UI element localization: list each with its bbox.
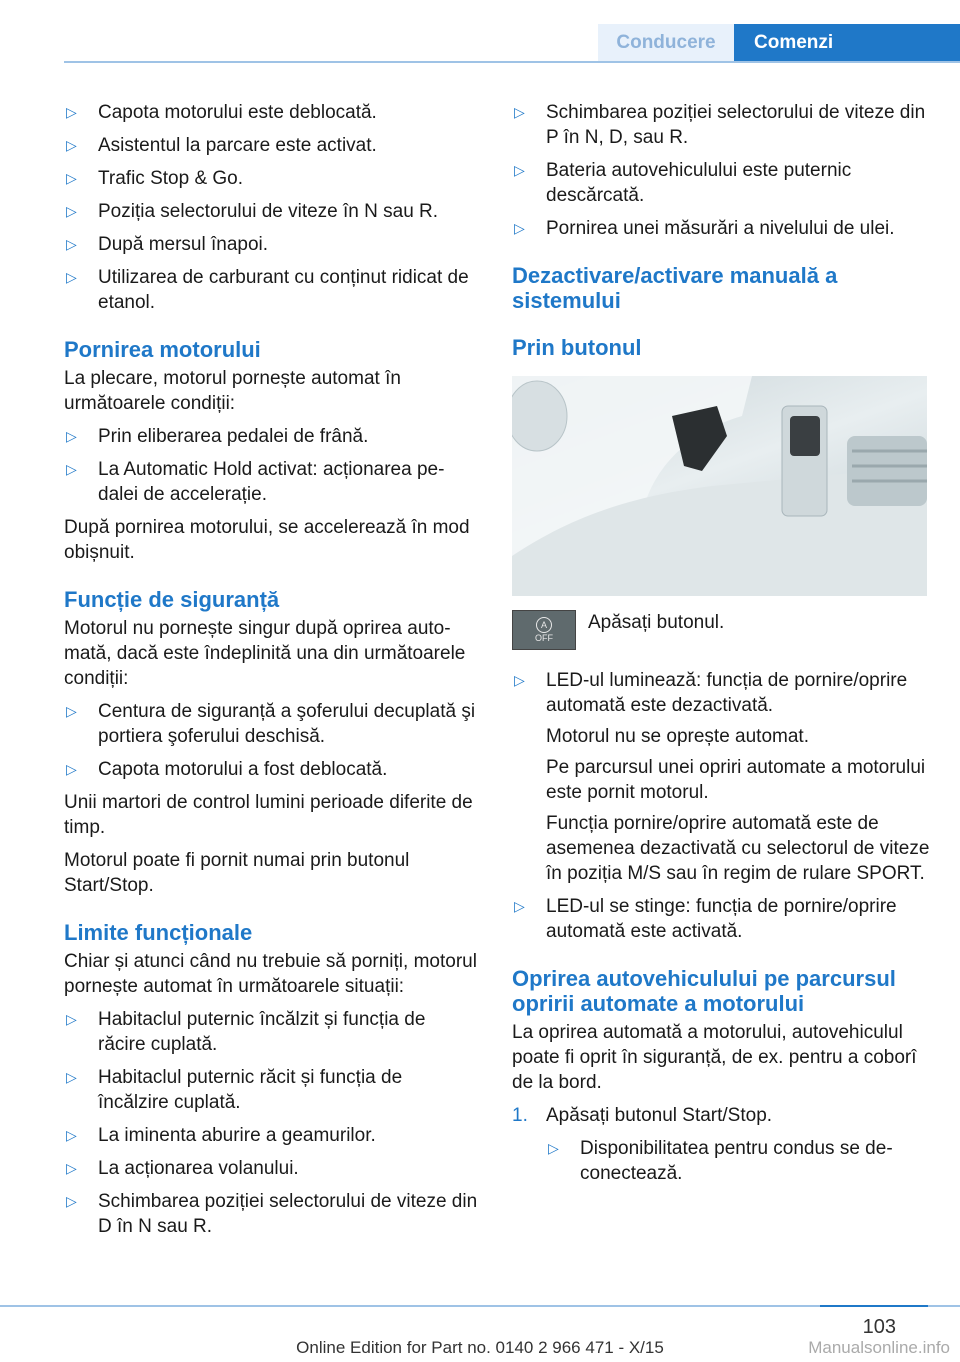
triangle-bullet-icon: ▷ <box>66 1069 77 1085</box>
triangle-bullet-icon: ▷ <box>66 1011 77 1027</box>
paragraph: Motorul poate fi pornit numai prin butonul Start/Stop. <box>64 850 410 896</box>
list-item: ▷ Asistentul la parcare este activat. <box>66 135 377 156</box>
list-item: ▷ Poziția selectorului de viteze în N sau R. <box>66 201 439 222</box>
watermark: Manualsonline.info <box>808 1338 950 1357</box>
triangle-bullet-icon: ▷ <box>66 137 77 153</box>
triangle-bullet-icon: ▷ <box>66 1127 77 1143</box>
paragraph: Unii martori de control lumini perioade diferite de timp. <box>64 792 473 838</box>
triangle-bullet-icon: ▷ <box>66 703 77 719</box>
list-item: ▷ Trafic Stop & Go. <box>66 168 244 189</box>
paragraph: La oprirea automată a motorului, autovehiculul poate fi oprit în siguranță, de ex. pentru a coborî de la bord. <box>512 1022 917 1093</box>
list-item: ▷ Bateria autovehiculului este puternic descărcată. <box>514 160 852 206</box>
section-heading-limite: Limite funcționale <box>64 920 253 945</box>
header-tabs <box>598 24 960 62</box>
numbered-step: 1. Apăsați butonul Start/Stop. <box>512 1105 773 1126</box>
list-item: ▷ Capota motorului este deblocată. <box>66 102 377 123</box>
list-item: ▷ Utilizarea de carburant cu conținut ridicat de etanol. <box>66 267 469 313</box>
triangle-bullet-icon: ▷ <box>66 203 77 219</box>
dashboard-illustration <box>512 376 927 596</box>
section-heading-oprirea: Oprirea autovehiculului pe parcursul opririi automate a motorului <box>512 966 896 1016</box>
paragraph: Motorul nu pornește singur după oprirea automată, dacă este îndeplinită una din următoarele condiții: <box>64 618 466 689</box>
triangle-bullet-icon: ▷ <box>66 428 77 444</box>
triangle-bullet-icon: ▷ <box>66 761 77 777</box>
triangle-bullet-icon: ▷ <box>66 104 77 120</box>
triangle-bullet-icon: ▷ <box>514 104 525 120</box>
left-column <box>64 100 478 1247</box>
list-item: ▷ LED-ul se stinge: funcția de pornire/oprire automată este activată. <box>514 896 897 942</box>
dashboard-photo <box>512 376 927 596</box>
list-item: ▷ La iminenta aburire a geamurilor. <box>66 1125 376 1146</box>
list-item: ▷ LED-ul luminează: funcția de pornire/oprire automată este dezactivată. Motorul nu se oprește automat. Pe parcursul unei opriri automate a motorului este pornit motorul. Funcția pornire/oprire automată este de asemenea dezactivată cu selectorul de viteze în poziția M/S sau în regim de rulare SPORT. <box>514 670 930 884</box>
button-instruction: Apăsați butonul. <box>588 612 725 633</box>
step-sub-list <box>512 1136 930 1186</box>
list-item: ▷ Prin eliberarea pedalei de frână. <box>66 426 369 447</box>
auto-start-stop-off-icon: A OFF <box>512 610 576 650</box>
triangle-bullet-icon: ▷ <box>514 898 525 914</box>
triangle-bullet-icon: ▷ <box>514 672 525 688</box>
list-item: ▷ Centura de siguranță a şoferului decuplată şi portiera şoferului deschisă. <box>66 701 476 747</box>
header-divider <box>64 61 960 63</box>
section-heading-functie: Funcție de siguranță <box>64 587 280 612</box>
list-item: ▷ La acționarea volanului. <box>66 1158 299 1179</box>
page-number: 103 <box>862 1316 896 1338</box>
paragraph: După pornirea motorului, se accelerează în mod obișnuit. <box>64 517 470 563</box>
subsection-heading-prin-butonul: Prin butonul <box>512 335 642 360</box>
list-item: ▷ La Automatic Hold activat: acționarea pedalei de accelerație. <box>66 459 445 505</box>
footer-accent <box>820 1305 928 1307</box>
tab-conducere[interactable]: Conducere <box>598 24 734 62</box>
triangle-bullet-icon: ▷ <box>514 220 525 236</box>
list-item: ▷ Schimbarea poziției selectorului de viteze din P în N, D, sau R. <box>514 102 926 148</box>
paragraph: La plecare, motorul pornește automat în următoarele condiții: <box>64 368 401 414</box>
triangle-bullet-icon: ▷ <box>66 269 77 285</box>
triangle-bullet-icon: ▷ <box>548 1140 559 1156</box>
list-item: ▷ Pornirea unei măsurări a nivelului de ulei. <box>514 218 895 239</box>
section-heading-pornirea: Pornirea motorului <box>64 337 261 362</box>
list-item: ▷ Habitaclul puternic răcit și funcția de încălzire cuplată. <box>66 1067 403 1113</box>
footer-divider <box>0 1305 960 1307</box>
tab-comenzi[interactable]: Comenzi <box>734 24 960 62</box>
triangle-bullet-icon: ▷ <box>66 170 77 186</box>
triangle-bullet-icon: ▷ <box>66 236 77 252</box>
list-item: ▷ Capota motorului a fost deblocată. <box>66 759 388 780</box>
paragraph: Chiar și atunci când nu trebuie să porniți, motorul pornește automat în următoarele situații: <box>64 951 477 997</box>
edition-text: Online Edition for Part no. 0140 2 966 471 - X/15 <box>296 1338 664 1357</box>
button-description <box>512 610 930 650</box>
right-column <box>512 100 930 1194</box>
list-item: ▷ Schimbarea poziției selectorului de viteze din D în N sau R. <box>66 1191 478 1237</box>
triangle-bullet-icon: ▷ <box>66 461 77 477</box>
list-item: ▷ Disponibilitatea pentru condus se deconectează. <box>548 1138 893 1184</box>
triangle-bullet-icon: ▷ <box>66 1160 77 1176</box>
list-item: ▷ După mersul înapoi. <box>66 234 269 255</box>
list-item: ▷ Habitaclul puternic încălzit și funcția de răcire cuplată. <box>66 1009 426 1055</box>
section-heading-dezactivare: Dezactivare/activare manuală a sistemului <box>512 263 838 313</box>
triangle-bullet-icon: ▷ <box>514 162 525 178</box>
triangle-bullet-icon: ▷ <box>66 1193 77 1209</box>
